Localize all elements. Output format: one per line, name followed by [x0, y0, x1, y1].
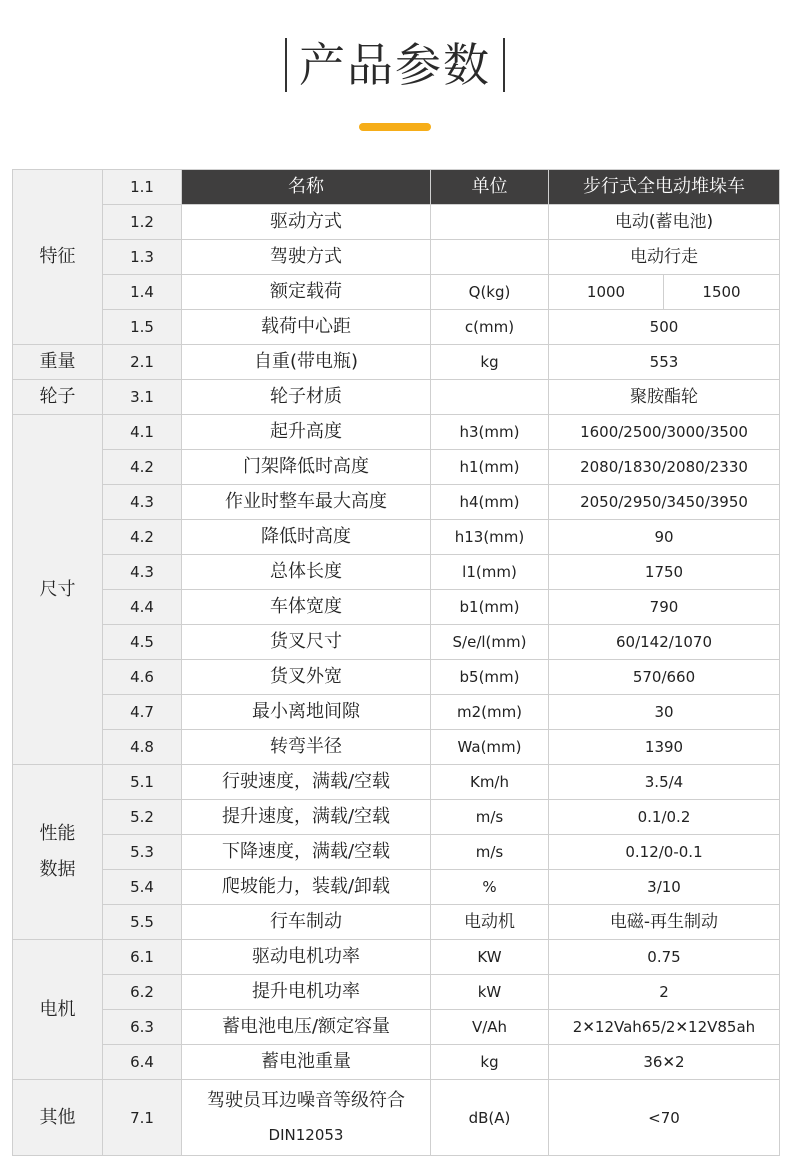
row-unit [431, 240, 549, 275]
row-unit: c(mm) [431, 310, 549, 345]
group-label-dimensions: 尺寸 [13, 415, 103, 765]
row-name: 载荷中心距 [182, 310, 431, 345]
row-name: 起升高度 [182, 415, 431, 450]
group-label-feature: 特征 [13, 170, 103, 345]
row-name: 爬坡能力，装载/卸载 [182, 870, 431, 905]
group-label-other: 其他 [13, 1080, 103, 1156]
row-unit: 电动机 [431, 905, 549, 940]
table-row [13, 345, 780, 380]
table-row [13, 590, 780, 625]
row-number: 4.1 [103, 415, 182, 450]
group-label-weight: 重量 [13, 345, 103, 380]
row-unit: Q(kg) [431, 275, 549, 310]
row-name: 行车制动 [182, 905, 431, 940]
row-value: 500 [549, 310, 780, 345]
row-unit: m/s [431, 800, 549, 835]
row-name: 降低时高度 [182, 520, 431, 555]
title-left-bar [285, 38, 287, 92]
row-number: 4.5 [103, 625, 182, 660]
row-value: 1600/2500/3000/3500 [549, 415, 780, 450]
row-value: 90 [549, 520, 780, 555]
table-row [13, 485, 780, 520]
row-unit: m2(mm) [431, 695, 549, 730]
row-name: 货叉尺寸 [182, 625, 431, 660]
table-row [13, 275, 780, 310]
row-number: 1.4 [103, 275, 182, 310]
row-name: 驱动电机功率 [182, 940, 431, 975]
page-header [0, 36, 790, 94]
row-number: 6.2 [103, 975, 182, 1010]
row-name: 作业时整车最大高度 [182, 485, 431, 520]
row-value: 0.75 [549, 940, 780, 975]
row-value: 1750 [549, 555, 780, 590]
row-number: 4.3 [103, 555, 182, 590]
row-number: 4.6 [103, 660, 182, 695]
row-number: 7.1 [103, 1080, 182, 1156]
row-unit: kg [431, 1045, 549, 1080]
row-value: 30 [549, 695, 780, 730]
row-unit: h4(mm) [431, 485, 549, 520]
row-value: 0.12/0-0.1 [549, 835, 780, 870]
table-row [13, 835, 780, 870]
row-number: 4.3 [103, 485, 182, 520]
table-row [13, 800, 780, 835]
row-unit: b5(mm) [431, 660, 549, 695]
row-name-line2: DIN12053 [268, 1125, 344, 1144]
row-unit: Km/h [431, 765, 549, 800]
row-unit: KW [431, 940, 549, 975]
row-unit: dB(A) [431, 1080, 549, 1156]
title-accent-bar [359, 123, 431, 131]
row-unit [431, 380, 549, 415]
row-number: 1.1 [103, 170, 182, 205]
row-unit: h1(mm) [431, 450, 549, 485]
row-number: 5.3 [103, 835, 182, 870]
group-label-wheels: 轮子 [13, 380, 103, 415]
table-row [13, 240, 780, 275]
header-name: 名称 [182, 170, 431, 205]
table-row [13, 870, 780, 905]
table-row [13, 450, 780, 485]
table-row [13, 905, 780, 940]
row-name: 转弯半径 [182, 730, 431, 765]
table-row [13, 695, 780, 730]
row-unit: % [431, 870, 549, 905]
row-unit: m/s [431, 835, 549, 870]
row-name: 总体长度 [182, 555, 431, 590]
table-row [13, 765, 780, 800]
row-name: 提升速度，满载/空载 [182, 800, 431, 835]
row-unit: h13(mm) [431, 520, 549, 555]
header-unit: 单位 [431, 170, 549, 205]
row-value: 790 [549, 590, 780, 625]
row-number: 2.1 [103, 345, 182, 380]
row-number: 5.5 [103, 905, 182, 940]
row-number: 6.1 [103, 940, 182, 975]
table-row [13, 520, 780, 555]
row-name: 蓄电池电压/额定容量 [182, 1010, 431, 1045]
title-right-bar [503, 38, 505, 92]
row-number: 1.2 [103, 205, 182, 240]
row-name: 驾驶方式 [182, 240, 431, 275]
table-row [13, 940, 780, 975]
row-unit: kW [431, 975, 549, 1010]
row-name: 轮子材质 [182, 380, 431, 415]
row-value: 2✕12Vah65/2✕12V85ah [549, 1010, 780, 1045]
row-unit: kg [431, 345, 549, 380]
row-value: 电动行走 [549, 240, 780, 275]
row-value: 3.5/4 [549, 765, 780, 800]
row-value: 电动(蓄电池) [549, 205, 780, 240]
row-unit [431, 205, 549, 240]
row-unit: Wa(mm) [431, 730, 549, 765]
row-number: 5.2 [103, 800, 182, 835]
table-row [13, 660, 780, 695]
row-name [182, 1080, 431, 1156]
row-name: 蓄电池重量 [182, 1045, 431, 1080]
row-unit: l1(mm) [431, 555, 549, 590]
row-value: 3/10 [549, 870, 780, 905]
table-row [13, 310, 780, 345]
row-name: 行驶速度，满载/空载 [182, 765, 431, 800]
row-unit: S/e/l(mm) [431, 625, 549, 660]
row-unit: h3(mm) [431, 415, 549, 450]
row-name: 门架降低时高度 [182, 450, 431, 485]
row-number: 4.7 [103, 695, 182, 730]
group-label-motor: 电机 [13, 940, 103, 1080]
row-unit: b1(mm) [431, 590, 549, 625]
table-row [13, 1080, 780, 1156]
row-number: 6.4 [103, 1045, 182, 1080]
row-value: 553 [549, 345, 780, 380]
row-number: 5.4 [103, 870, 182, 905]
table-row [13, 625, 780, 660]
row-value: 0.1/0.2 [549, 800, 780, 835]
table-row [13, 555, 780, 590]
row-name: 下降速度，满载/空载 [182, 835, 431, 870]
header-value: 步行式全电动堆垛车 [549, 170, 780, 205]
row-number: 5.1 [103, 765, 182, 800]
row-value: 60/142/1070 [549, 625, 780, 660]
row-value: 2080/1830/2080/2330 [549, 450, 780, 485]
table-header-row [13, 170, 780, 205]
row-number: 4.2 [103, 450, 182, 485]
row-name: 提升电机功率 [182, 975, 431, 1010]
row-value-b: 1500 [664, 275, 780, 310]
row-number: 1.3 [103, 240, 182, 275]
table-row [13, 1045, 780, 1080]
table-row [13, 1010, 780, 1045]
row-value: <70 [549, 1080, 780, 1156]
group-label-performance: 性能 数据 [13, 765, 103, 940]
spec-table [12, 169, 780, 1156]
row-number: 4.4 [103, 590, 182, 625]
table-row [13, 975, 780, 1010]
row-value: 36✕2 [549, 1045, 780, 1080]
row-value: 聚胺酯轮 [549, 380, 780, 415]
row-name: 货叉外宽 [182, 660, 431, 695]
row-value: 1390 [549, 730, 780, 765]
row-number: 4.8 [103, 730, 182, 765]
row-name: 自重(带电瓶) [182, 345, 431, 380]
row-name: 最小离地间隙 [182, 695, 431, 730]
row-value: 电磁-再生制动 [549, 905, 780, 940]
row-value: 2 [549, 975, 780, 1010]
row-name: 驱动方式 [182, 205, 431, 240]
row-value: 2050/2950/3450/3950 [549, 485, 780, 520]
row-value-a: 1000 [549, 275, 664, 310]
table-row [13, 415, 780, 450]
table-row [13, 380, 780, 415]
page-title-box [285, 36, 505, 94]
table-row [13, 205, 780, 240]
row-number: 3.1 [103, 380, 182, 415]
row-unit: V/Ah [431, 1010, 549, 1045]
row-name: 额定载荷 [182, 275, 431, 310]
row-number: 1.5 [103, 310, 182, 345]
row-value: 570/660 [549, 660, 780, 695]
page-title: 产品参数 [299, 38, 491, 92]
table-row [13, 730, 780, 765]
row-name: 车体宽度 [182, 590, 431, 625]
row-name-line1: 驾驶员耳边噪音等级符合 [207, 1089, 405, 1111]
row-number: 4.2 [103, 520, 182, 555]
row-number: 6.3 [103, 1010, 182, 1045]
